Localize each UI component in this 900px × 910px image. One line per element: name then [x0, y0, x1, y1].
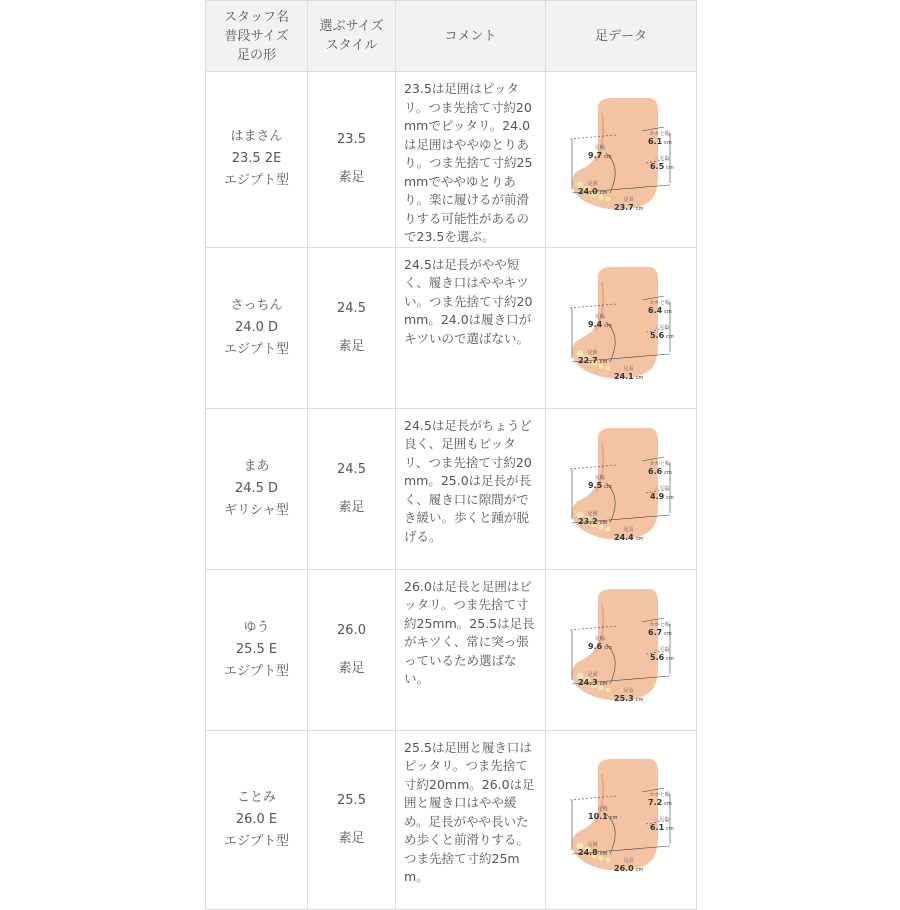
foot-illustration	[566, 262, 676, 394]
chosen-size: 26.0	[337, 622, 366, 638]
girth-label: 足囲	[587, 181, 598, 188]
foot-illustration	[566, 423, 676, 555]
third-value: 6.5	[650, 162, 665, 172]
size-cell	[308, 72, 396, 248]
size-cell	[308, 408, 396, 569]
girth-label: 足囲	[587, 349, 598, 356]
foot-data-cell	[546, 730, 697, 909]
staff-cell	[206, 247, 308, 408]
length-measure	[614, 527, 643, 544]
third-value: 6.1	[650, 822, 665, 832]
third-measure	[650, 486, 674, 503]
unit-label: cm	[604, 322, 612, 329]
comment-cell: 25.5は足囲と履き口はピッタリ。つま先捨て寸約20mm。26.0は足囲と履き口はやや緩め。足長がやや長いため歩くと前滑りする。つま先捨て寸約25mm。	[396, 730, 546, 909]
unit-label: cm	[599, 358, 608, 365]
comment-cell: 26.0は足長と足囲はピッタリ。つま先捨て寸約25mm。25.5は足長がキツく、常に突っ張っているため選ばない。	[396, 569, 546, 730]
staff-cell	[206, 72, 308, 248]
length-value: 24.4	[614, 532, 634, 542]
comment-cell: 24.5は足長がやや短く、履き口はややキツい。つま先捨て寸約20mm。24.0は履き口がキツいので選ばない。	[396, 247, 546, 408]
heel-value: 6.4	[648, 305, 663, 315]
instep-measure	[588, 475, 612, 492]
girth-label: 足囲	[587, 841, 598, 848]
heel-label: かかと幅	[649, 131, 670, 138]
staff-name: はまさん	[230, 129, 283, 145]
foot-shape: エジプト型	[223, 663, 289, 679]
wear-style: 素足	[338, 660, 365, 676]
staff-name: さっちん	[230, 297, 283, 313]
third-label: 三平指	[654, 816, 670, 823]
unit-label: cm	[666, 333, 674, 340]
girth-value: 24.3	[578, 677, 598, 687]
instep-label: 足幅	[594, 145, 605, 152]
girth-value: 23.2	[578, 516, 598, 526]
girth-label: 足囲	[587, 671, 598, 678]
third-measure	[650, 325, 674, 342]
foot-illustration	[566, 584, 676, 716]
length-label: 足長	[623, 197, 634, 204]
unit-label: cm	[635, 866, 644, 873]
girth-measure	[578, 350, 607, 367]
staff-name: まあ	[243, 458, 270, 474]
foot-illustration	[566, 93, 676, 225]
table-header-row	[206, 1, 697, 72]
foot-shape: エジプト型	[223, 341, 289, 357]
unit-label: cm	[609, 814, 618, 821]
foot-shape: エジプト型	[223, 173, 289, 189]
length-value: 24.1	[614, 371, 634, 381]
heel-value: 6.6	[648, 466, 663, 476]
header-usual-size: 普段サイズ	[224, 28, 289, 44]
usual-size: 26.0 E	[235, 811, 278, 827]
unit-label: cm	[635, 696, 644, 703]
table-row	[206, 247, 697, 408]
size-cell	[308, 730, 396, 909]
length-value: 25.3	[614, 693, 634, 703]
length-label: 足長	[623, 857, 634, 864]
unit-label: cm	[599, 680, 608, 687]
header-staff-name: スタッフ名	[223, 9, 289, 25]
third-measure	[650, 156, 674, 173]
header-foot-data: 足データ	[546, 1, 697, 72]
instep-value: 9.5	[588, 480, 603, 490]
unit-label: cm	[604, 154, 612, 161]
usual-size: 25.5 E	[235, 641, 278, 657]
header-choice	[308, 1, 396, 72]
third-label: 三平指	[654, 324, 670, 331]
header-staff	[206, 1, 308, 72]
unit-label: cm	[664, 308, 672, 315]
foot-data-cell	[546, 408, 697, 569]
third-label: 三平指	[654, 485, 670, 492]
girth-value: 24.0	[578, 187, 598, 197]
header-style: スタイル	[325, 38, 378, 53]
chosen-size: 24.5	[337, 461, 366, 477]
girth-value: 24.8	[578, 847, 598, 857]
unit-label: cm	[666, 655, 674, 662]
size-cell	[308, 569, 396, 730]
unit-label: cm	[635, 374, 644, 381]
unit-label: cm	[604, 644, 612, 651]
instep-value: 9.6	[588, 641, 603, 651]
foot-data-cell	[546, 247, 697, 408]
comment-cell: 24.5は足長がちょうど良く、足囲もピッタリ、つま先捨て寸約20mm。25.0は足長が長く、履き口に隙間ができ緩い。歩くと踵が脱げる。	[396, 408, 546, 569]
table-row	[206, 730, 697, 909]
third-value: 5.6	[650, 330, 665, 340]
chosen-size: 25.5	[337, 792, 366, 808]
length-value: 23.7	[614, 203, 634, 213]
unit-label: cm	[666, 165, 674, 172]
instep-value: 9.7	[588, 151, 603, 161]
staff-cell	[206, 408, 308, 569]
chosen-size: 23.5	[337, 132, 366, 148]
unit-label: cm	[666, 494, 674, 501]
unit-label: cm	[599, 850, 608, 857]
unit-label: cm	[635, 206, 644, 213]
wear-style: 素足	[338, 338, 365, 354]
unit-label: cm	[664, 140, 672, 147]
heel-label: かかと幅	[649, 460, 670, 467]
staff-name: ことみ	[236, 789, 276, 805]
table-row	[206, 408, 697, 569]
heel-measure	[648, 792, 672, 809]
heel-value: 6.1	[648, 137, 663, 147]
unit-label: cm	[666, 825, 674, 832]
instep-measure	[588, 145, 612, 162]
chosen-size: 24.5	[337, 300, 366, 316]
staff-size-table	[205, 0, 697, 910]
header-foot-shape: 足の形	[236, 47, 276, 63]
length-label: 足長	[623, 365, 634, 372]
unit-label: cm	[664, 800, 672, 807]
girth-measure	[578, 181, 607, 198]
instep-label: 足幅	[597, 805, 608, 812]
third-value: 4.9	[650, 491, 665, 501]
foot-data-cell	[546, 72, 697, 248]
usual-size: 24.0 D	[234, 319, 279, 335]
third-measure	[650, 817, 674, 834]
instep-measure	[588, 806, 617, 823]
instep-value: 9.4	[588, 319, 603, 329]
heel-measure	[648, 622, 672, 639]
header-comment: コメント	[396, 1, 546, 72]
usual-size: 24.5 D	[234, 480, 279, 496]
instep-measure	[588, 636, 612, 653]
length-label: 足長	[623, 526, 634, 533]
wear-style: 素足	[338, 830, 365, 846]
length-label: 足長	[623, 687, 634, 694]
table-row	[206, 72, 697, 248]
heel-measure	[648, 131, 672, 148]
table-row	[206, 569, 697, 730]
foot-shape: ギリシャ型	[224, 502, 289, 518]
unit-label: cm	[599, 190, 608, 197]
instep-measure	[588, 314, 612, 331]
staff-cell	[206, 569, 308, 730]
instep-label: 足幅	[594, 474, 605, 481]
third-value: 5.6	[650, 652, 665, 662]
usual-size: 23.5 2E	[231, 151, 282, 167]
third-label: 三平指	[654, 156, 670, 163]
comment-cell: 23.5は足囲はピッタリ。つま先捨て寸約20mmでピッタリ。24.0は足囲はややゆとりあり。つま先捨て寸約25mmでややゆとりあり。楽に履けるが前滑りする可能性があるので23.5を選ぶ。	[396, 72, 546, 248]
third-label: 三平指	[654, 646, 670, 653]
instep-label: 足幅	[594, 635, 605, 642]
girth-measure	[578, 672, 607, 689]
heel-label: かかと幅	[649, 299, 670, 306]
unit-label: cm	[664, 469, 672, 476]
girth-value: 22.7	[578, 355, 598, 365]
wear-style: 素足	[338, 170, 365, 186]
unit-label: cm	[664, 630, 672, 637]
heel-value: 6.7	[648, 627, 663, 637]
girth-measure	[578, 511, 607, 528]
heel-value: 7.2	[648, 797, 663, 807]
heel-measure	[648, 300, 672, 317]
girth-measure	[578, 842, 607, 859]
instep-value: 10.1	[588, 811, 608, 821]
length-measure	[614, 366, 643, 383]
wear-style: 素足	[338, 499, 365, 515]
staff-name: ゆう	[243, 619, 270, 635]
third-measure	[650, 647, 674, 664]
foot-illustration	[566, 754, 676, 886]
heel-measure	[648, 461, 672, 478]
size-comparison-table	[205, 0, 696, 910]
unit-label: cm	[599, 519, 608, 526]
foot-data-cell	[546, 569, 697, 730]
heel-label: かかと幅	[649, 621, 670, 628]
unit-label: cm	[604, 483, 612, 490]
instep-label: 足幅	[594, 313, 605, 320]
heel-label: かかと幅	[649, 791, 670, 798]
length-value: 26.0	[614, 863, 634, 873]
girth-label: 足囲	[587, 510, 598, 517]
size-cell	[308, 247, 396, 408]
staff-cell	[206, 730, 308, 909]
header-chosen-size: 選ぶサイズ	[319, 19, 384, 34]
unit-label: cm	[635, 535, 644, 542]
foot-shape: エジプト型	[223, 833, 289, 849]
length-measure	[614, 858, 643, 875]
length-measure	[614, 197, 643, 214]
length-measure	[614, 688, 643, 705]
